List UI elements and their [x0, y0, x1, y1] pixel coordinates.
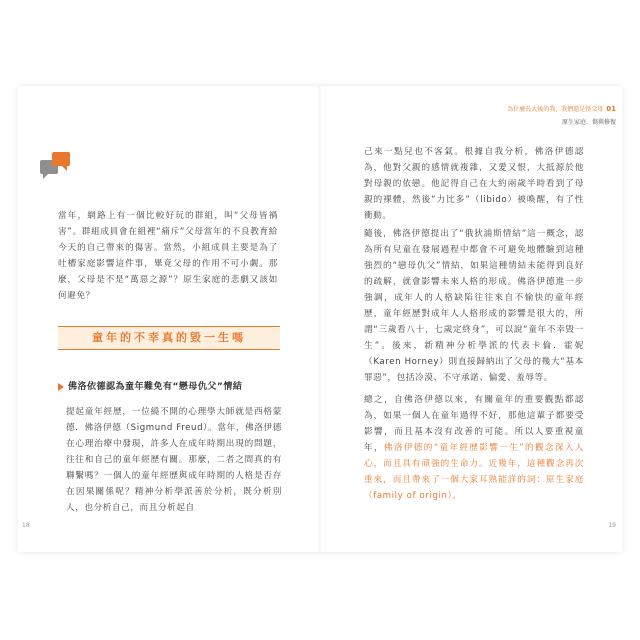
right-page: [320, 86, 622, 552]
section-title: 童年的不幸真的毀一生嗎: [58, 326, 280, 350]
left-body-paragraph: 提起童年經歷，一位繞不開的心理學大師就是西格蒙德．佛洛伊德（Sigmund Freud）。當年，佛洛伊德在心理治療中發現，許多人在成年時期出現的問題，往往和自己的童年經歷有關。那麼，二者之間真的有聯繫嗎？一個人的童年經歷與成年時期的人格是否存在因果關係呢？精神分析學派善於分析，既分析別人，也分析自己，而且分析起自: [66, 407, 282, 513]
intro-paragraph: 當年，網路上有一個比較好玩的群組，叫“父母皆禍害”。群組成員會在組裡“痛斥”父母當年的不良教育給今天的自己帶來的傷害。當然，小組成員主要是為了吐槽家庭影響這件事，畢竟父母的作用不可小觑。那麼，父母是不是“萬惡之源”？原生家庭的悲劇又該如何避免？: [58, 211, 278, 301]
left-page: [18, 86, 320, 552]
highlighted-text: 佛洛伊德的“童年經歷影響一生”的觀念深入人心，而且具有頑強的生命力。近幾年，這種觀念再次重來，而且帶來了一個大家耳熟能詳的詞：原生家庭（family of origin）。: [364, 443, 584, 501]
chapter-number: 01: [606, 105, 616, 113]
subhead: [58, 379, 288, 392]
right-paragraph-1: 己來一點兒也不客氣。根據自我分析，佛洛伊德認為，他對父親的感情就複雜，又愛又恨，大抵源於他對母親的依戀。他記得自己在大約兩歲半時看到了母親的裸體，然後“力比多”（libido）被喚醒，有了性衝動。: [364, 147, 584, 221]
subhead-text: 佛洛依德認為童年難免有“戀母仇父”情結: [68, 382, 243, 392]
running-head: [507, 104, 616, 126]
running-head-title: 為什麼長大後的我，我們還是怪父母: [507, 106, 604, 113]
right-paragraph-3: [364, 392, 584, 504]
right-paragraph-2: 隨後，佛洛伊德提出了“俄狄浦斯情結”這一概念，認為所有兒童在發展過程中都會不可避免地體驗到這種強烈的“戀母仇父”情結，如果這種情結未能得到良好的疏解，就會影響未來人格的形成。佛洛伊德進一步強調，成年人的人格缺陷往往來自不愉快的童年經歷，童年經歷對成年人人格形成的影響是很大的，所謂“三歲看八十，七歲定終身”，可以說“童年不幸毀一生”。後來，新精神分析學派的代表卡倫．霍妮（Karen Horney）則直接歸納出了父母的幾大“基本罪惡”，包括冷漠、不守承諾、偏愛、羞辱等。: [364, 229, 584, 383]
running-head-subtitle: 原生家庭．傷與修復: [561, 119, 616, 126]
page-number-right: 19: [608, 522, 616, 529]
triangle-bullet-icon: [58, 383, 64, 391]
speech-bubbles-icon: [40, 152, 72, 180]
paragraph-3-text: 總之，自佛洛伊德以來，有關童年的重要觀點都認為，如果一個人在童年過得不好，那他這輩子都要受影響，而且基本沒有改善的可能。所以人要重視童年，: [364, 395, 584, 453]
page-number-left: 18: [22, 522, 30, 529]
book-spread: [18, 86, 622, 552]
